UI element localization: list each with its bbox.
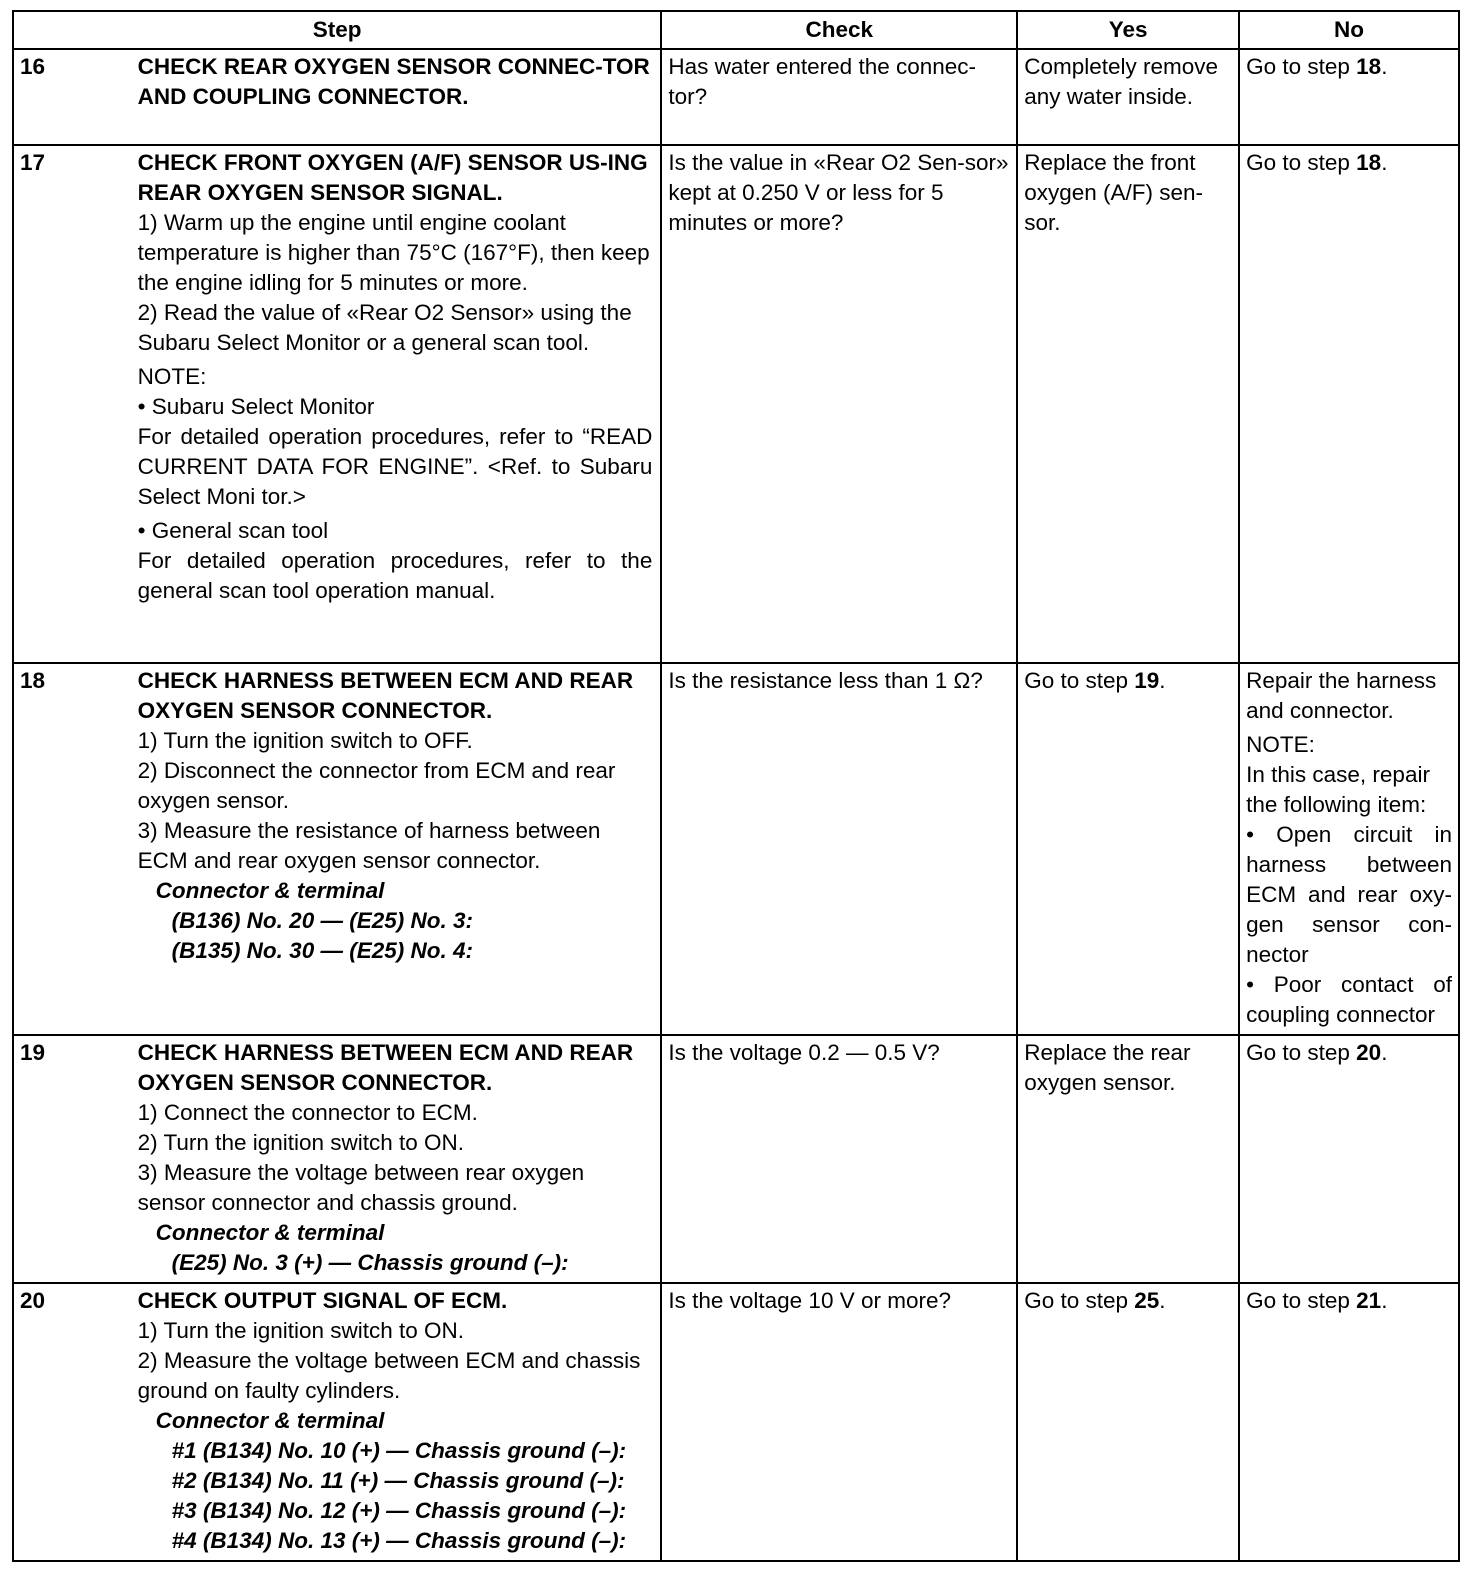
- note-label: NOTE:: [137, 364, 207, 389]
- step-title: CHECK FRONT OXYGEN (A/F) SENSOR US-ING REAR OXYGEN SENSOR SIGNAL.: [137, 150, 648, 205]
- step-link: 20: [1356, 1040, 1382, 1065]
- step-instruction: 2) Turn the ignition switch to ON.: [137, 1130, 465, 1155]
- table-row: [13, 663, 1459, 1035]
- step-link: 25: [1134, 1288, 1160, 1313]
- yes-suffix: .: [1159, 1288, 1166, 1313]
- step-link: 21: [1356, 1288, 1382, 1313]
- step-cell: [134, 49, 662, 145]
- step-number: 18: [13, 663, 134, 1035]
- no-text: Go to step: [1246, 54, 1357, 79]
- yes-cell: Completely remove any water inside.: [1017, 49, 1239, 145]
- yes-text: Go to step: [1024, 668, 1135, 693]
- step-number: 16: [13, 49, 134, 145]
- note-bullet: • General scan tool: [137, 518, 329, 543]
- step-title: CHECK HARNESS BETWEEN ECM AND REAR OXYGEN SENSOR CONNECTOR.: [137, 1040, 634, 1095]
- header-step: Step: [13, 11, 661, 49]
- step-cell: [134, 1283, 662, 1561]
- step-instruction: 2) Read the value of «Rear O2 Sensor» using the Subaru Select Monitor or a general scan tool.: [137, 300, 632, 355]
- step-cell: [134, 663, 662, 1035]
- check-cell: Is the voltage 10 V or more?: [661, 1283, 1017, 1561]
- step-title: CHECK HARNESS BETWEEN ECM AND REAR OXYGEN SENSOR CONNECTOR.: [137, 668, 634, 723]
- yes-cell: Replace the front oxygen (A/F) sen-sor.: [1017, 145, 1239, 663]
- step-instruction: 2) Measure the voltage between ECM and chassis ground on faulty cylinders.: [137, 1348, 641, 1403]
- header-no: No: [1239, 11, 1459, 49]
- connector-terminal: #1 (B134) No. 10 (+) — Chassis ground (–):: [171, 1438, 627, 1463]
- connector-terminal: #4 (B134) No. 13 (+) — Chassis ground (–):: [171, 1528, 627, 1553]
- step-link: 18: [1356, 54, 1382, 79]
- diagnostic-table: [12, 10, 1460, 1562]
- connector-terminal: (B136) No. 20 — (E25) No. 3:: [171, 908, 473, 933]
- yes-cell: Replace the rear oxygen sensor.: [1017, 1035, 1239, 1283]
- check-cell: Has water entered the connec-tor?: [661, 49, 1017, 145]
- connector-terminal: (B135) No. 30 — (E25) No. 4:: [171, 938, 473, 963]
- note-bullet: • Poor contact of coupling connector: [1246, 972, 1452, 1027]
- table-row: [13, 49, 1459, 145]
- step-cell: [134, 145, 662, 663]
- step-cell: [134, 1035, 662, 1283]
- step-number: 17: [13, 145, 134, 663]
- no-suffix: .: [1381, 54, 1388, 79]
- step-instruction: 1) Warm up the engine until engine coolant temperature is higher than 75°C (167°F), then keep the engine idling for 5 minutes or more.: [137, 210, 650, 295]
- table-row: [13, 1283, 1459, 1561]
- yes-cell: [1017, 663, 1239, 1035]
- connector-terminal: #3 (B134) No. 12 (+) — Chassis ground (–):: [171, 1498, 627, 1523]
- connector-heading: Connector & terminal: [155, 1220, 385, 1245]
- step-link: 18: [1356, 150, 1382, 175]
- step-number: 20: [13, 1283, 134, 1561]
- no-cell: [1239, 145, 1459, 663]
- check-cell: Is the resistance less than 1 Ω?: [661, 663, 1017, 1035]
- note-label: NOTE:: [1246, 732, 1315, 757]
- table-row: [13, 1035, 1459, 1283]
- note-text: For detailed operation procedures, refer to “READ CURRENT DATA FOR ENGINE”. <Ref. to Subaru Select Moni tor.>: [137, 424, 653, 509]
- no-text: Go to step: [1246, 150, 1357, 175]
- table-row: [13, 145, 1459, 663]
- step-instruction: 3) Measure the voltage between rear oxygen sensor connector and chassis ground.: [137, 1160, 585, 1215]
- header-check: Check: [661, 11, 1017, 49]
- yes-cell: [1017, 1283, 1239, 1561]
- connector-terminal: (E25) No. 3 (+) — Chassis ground (–):: [171, 1250, 569, 1275]
- no-cell: [1239, 663, 1459, 1035]
- no-text: Repair the harness and connector.: [1246, 668, 1437, 723]
- step-instruction: 1) Connect the connector to ECM.: [137, 1100, 478, 1125]
- no-suffix: .: [1381, 150, 1388, 175]
- yes-suffix: .: [1159, 668, 1166, 693]
- connector-terminal: #2 (B134) No. 11 (+) — Chassis ground (–):: [171, 1468, 625, 1493]
- check-cell: Is the value in «Rear O2 Sen-sor» kept at 0.250 V or less for 5 minutes or more?: [661, 145, 1017, 663]
- no-cell: [1239, 1035, 1459, 1283]
- note-text: In this case, repair the following item:: [1246, 762, 1430, 817]
- no-text: Go to step: [1246, 1040, 1357, 1065]
- step-instruction: 2) Disconnect the connector from ECM and rear oxygen sensor.: [137, 758, 616, 813]
- no-cell: [1239, 1283, 1459, 1561]
- step-title: CHECK OUTPUT SIGNAL OF ECM.: [137, 1288, 508, 1313]
- no-cell: [1239, 49, 1459, 145]
- step-instruction: 1) Turn the ignition switch to OFF.: [137, 728, 473, 753]
- no-suffix: .: [1381, 1288, 1388, 1313]
- yes-text: Go to step: [1024, 1288, 1135, 1313]
- table-header-row: [13, 11, 1459, 49]
- diagnostic-table-page: [12, 10, 1460, 1562]
- step-instruction: 1) Turn the ignition switch to ON.: [137, 1318, 465, 1343]
- no-text: Go to step: [1246, 1288, 1357, 1313]
- note-text: For detailed operation procedures, refer to the general scan tool operation manual.: [137, 548, 653, 603]
- check-cell: Is the voltage 0.2 — 0.5 V?: [661, 1035, 1017, 1283]
- step-number: 19: [13, 1035, 134, 1283]
- no-suffix: .: [1381, 1040, 1388, 1065]
- note-bullet: • Subaru Select Monitor: [137, 394, 375, 419]
- connector-heading: Connector & terminal: [155, 878, 385, 903]
- step-link: 19: [1134, 668, 1160, 693]
- header-yes: Yes: [1017, 11, 1239, 49]
- step-instruction: 3) Measure the resistance of harness between ECM and rear oxygen sensor connector.: [137, 818, 601, 873]
- step-title: CHECK REAR OXYGEN SENSOR CONNEC-TOR AND COUPLING CONNECTOR.: [137, 54, 650, 109]
- connector-heading: Connector & terminal: [155, 1408, 385, 1433]
- note-bullet: • Open circuit in harness between ECM and rear oxy-gen sensor con-nector: [1246, 822, 1452, 967]
